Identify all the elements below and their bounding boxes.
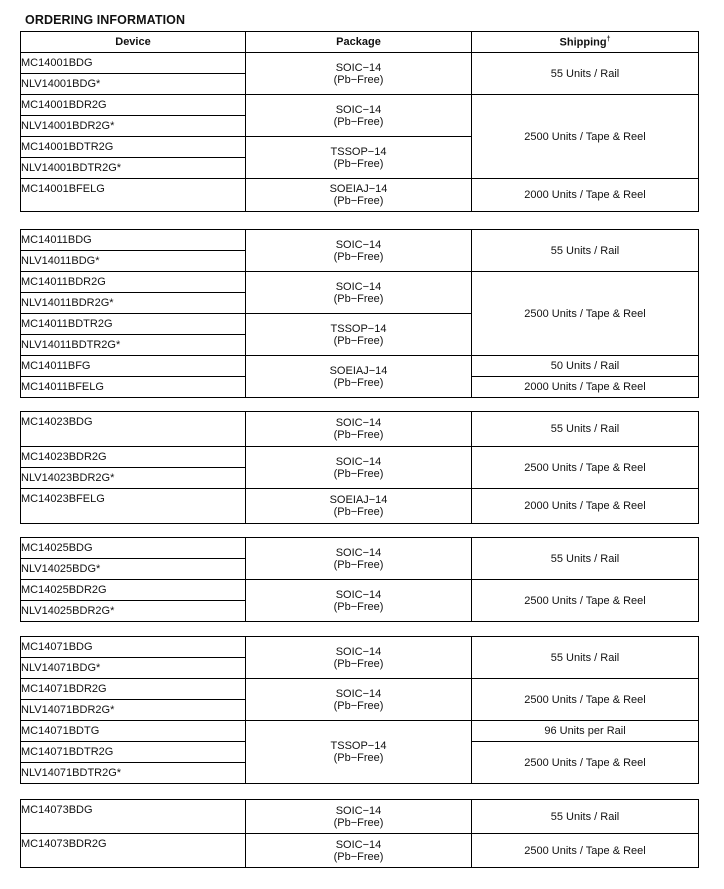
device-cell: MC14071BDTR2G — [21, 742, 246, 763]
table-row — [21, 489, 699, 524]
shipping-header: Shipping† — [472, 32, 699, 53]
package-cell: SOIC−14 (Pb−Free) — [246, 272, 472, 314]
device-cell: MC14001BDTR2G — [21, 137, 246, 158]
table-row — [21, 538, 699, 559]
device-cell: NLV14071BDTR2G* — [21, 763, 246, 784]
shipping-cell: 2500 Units / Tape & Reel — [472, 742, 699, 784]
package-cell: TSSOP−14 (Pb−Free) — [246, 137, 472, 179]
ordering-table-group-5 — [20, 636, 699, 784]
shipping-cell: 55 Units / Rail — [472, 53, 699, 95]
shipping-cell: 2500 Units / Tape & Reel — [472, 679, 699, 721]
device-cell: NLV14071BDR2G* — [21, 700, 246, 721]
device-cell: MC14001BDG — [21, 53, 246, 74]
ordering-table-group-4 — [20, 537, 699, 622]
shipping-cell: 2500 Units / Tape & Reel — [472, 95, 699, 179]
table-row — [21, 447, 699, 468]
table-row — [21, 412, 699, 447]
table-row — [21, 679, 699, 700]
shipping-cell: 55 Units / Rail — [472, 637, 699, 679]
ordering-table-group-1 — [20, 31, 699, 212]
package-cell: SOIC−14 (Pb−Free) — [246, 230, 472, 272]
device-cell: MC14073BDR2G — [21, 834, 246, 868]
table-row — [21, 637, 699, 658]
package-cell: SOEIAJ−14 (Pb−Free) — [246, 179, 472, 212]
table-row — [21, 53, 699, 74]
table-row — [21, 580, 699, 601]
device-cell: MC14011BFELG — [21, 377, 246, 398]
table-row — [21, 272, 699, 293]
device-cell: MC14025BDG — [21, 538, 246, 559]
device-cell: MC14011BFG — [21, 356, 246, 377]
package-cell: SOIC−14 (Pb−Free) — [246, 95, 472, 137]
shipping-cell: 55 Units / Rail — [472, 538, 699, 580]
device-cell: MC14071BDR2G — [21, 679, 246, 700]
package-cell: SOIC−14 (Pb−Free) — [246, 412, 472, 447]
device-cell: MC14023BDR2G — [21, 447, 246, 468]
package-cell: SOIC−14 (Pb−Free) — [246, 679, 472, 721]
shipping-cell: 55 Units / Rail — [472, 800, 699, 834]
device-cell: NLV14001BDTR2G* — [21, 158, 246, 179]
device-cell: MC14025BDR2G — [21, 580, 246, 601]
device-cell: NLV14011BDG* — [21, 251, 246, 272]
device-cell: MC14073BDG — [21, 800, 246, 834]
device-cell: MC14011BDTR2G — [21, 314, 246, 335]
device-cell: MC14023BFELG — [21, 489, 246, 524]
table-row — [21, 721, 699, 742]
package-header: Package — [246, 32, 472, 53]
device-cell: MC14071BDG — [21, 637, 246, 658]
ordering-table-group-2 — [20, 229, 699, 398]
package-cell: SOIC−14 (Pb−Free) — [246, 834, 472, 868]
package-cell: TSSOP−14 (Pb−Free) — [246, 721, 472, 784]
package-cell: SOIC−14 (Pb−Free) — [246, 637, 472, 679]
device-cell: NLV14001BDG* — [21, 74, 246, 95]
package-cell: SOIC−14 (Pb−Free) — [246, 538, 472, 580]
device-cell: MC14023BDG — [21, 412, 246, 447]
device-cell: NLV14071BDG* — [21, 658, 246, 679]
device-cell: NLV14011BDR2G* — [21, 293, 246, 314]
page-title: ORDERING INFORMATION — [25, 13, 186, 27]
ordering-table-group-3 — [20, 411, 699, 524]
shipping-cell: 2000 Units / Tape & Reel — [472, 377, 699, 398]
table-row — [21, 834, 699, 868]
device-cell: NLV14001BDR2G* — [21, 116, 246, 137]
device-cell: NLV14025BDG* — [21, 559, 246, 580]
package-cell: SOIC−14 (Pb−Free) — [246, 800, 472, 834]
shipping-cell: 2500 Units / Tape & Reel — [472, 834, 699, 868]
device-cell: MC14001BFELG — [21, 179, 246, 212]
shipping-cell: 2500 Units / Tape & Reel — [472, 580, 699, 622]
shipping-cell: 2000 Units / Tape & Reel — [472, 179, 699, 212]
shipping-cell: 96 Units per Rail — [472, 721, 699, 742]
shipping-cell: 2000 Units / Tape & Reel — [472, 489, 699, 524]
table-row — [21, 179, 699, 212]
device-header: Device — [21, 32, 246, 53]
package-cell: SOIC−14 (Pb−Free) — [246, 53, 472, 95]
table-row — [21, 356, 699, 377]
device-cell: NLV14023BDR2G* — [21, 468, 246, 489]
table-row — [21, 800, 699, 834]
package-cell: TSSOP−14 (Pb−Free) — [246, 314, 472, 356]
package-cell: SOEIAJ−14 (Pb−Free) — [246, 356, 472, 398]
device-cell: NLV14025BDR2G* — [21, 601, 246, 622]
package-cell: SOIC−14 (Pb−Free) — [246, 580, 472, 622]
device-cell: NLV14011BDTR2G* — [21, 335, 246, 356]
header-row — [21, 32, 699, 53]
shipping-cell: 2500 Units / Tape & Reel — [472, 272, 699, 356]
shipping-cell: 55 Units / Rail — [472, 230, 699, 272]
package-cell: SOIC−14 (Pb−Free) — [246, 447, 472, 489]
shipping-cell: 50 Units / Rail — [472, 356, 699, 377]
ordering-table-group-6 — [20, 799, 699, 868]
device-cell: MC14001BDR2G — [21, 95, 246, 116]
device-cell: MC14011BDG — [21, 230, 246, 251]
package-cell: SOEIAJ−14 (Pb−Free) — [246, 489, 472, 524]
shipping-cell: 55 Units / Rail — [472, 412, 699, 447]
device-cell: MC14011BDR2G — [21, 272, 246, 293]
device-cell: MC14071BDTG — [21, 721, 246, 742]
table-row — [21, 95, 699, 116]
table-row — [21, 230, 699, 251]
shipping-cell: 2500 Units / Tape & Reel — [472, 447, 699, 489]
